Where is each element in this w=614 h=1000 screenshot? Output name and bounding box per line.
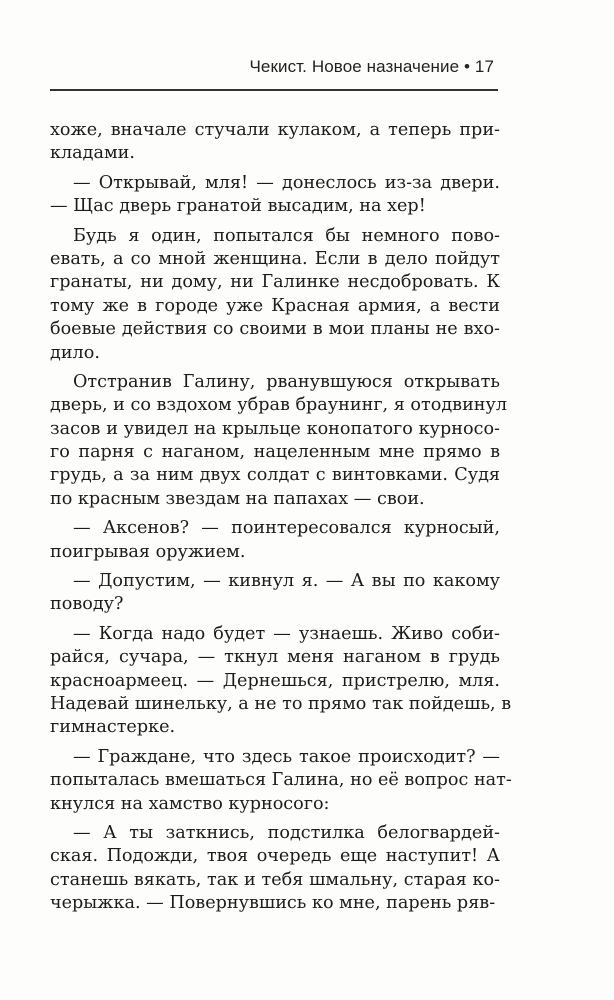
header-rule <box>50 89 498 91</box>
text-line: — Допустим, — кивнул я. — А вы по какому <box>73 571 500 592</box>
text-line: ская. Подожди, твоя очередь еще наступит! А <box>50 846 500 867</box>
paragraph <box>50 570 500 617</box>
body-text <box>50 119 512 922</box>
text-line: черыжка. — Повернувшись ко мне, парень ряв- <box>50 893 496 914</box>
text-line: по красным звездам на папахах — свои. <box>50 488 425 509</box>
text-line: — Открывай, мля! — донеслось из-за двери. <box>73 172 500 193</box>
text-line: хоже, вначале стучали кулаком, а теперь при- <box>50 120 500 140</box>
text-line: боевые действия со своими в мои планы не вхо- <box>50 319 500 340</box>
text-line: — Аксенов? — поинтересовался курносый, <box>73 518 500 539</box>
text-line: гимнастерке. <box>50 717 176 738</box>
running-header: Чекист. Новое назначение • 17 <box>249 57 494 76</box>
text-line: кнулся на хамство курносого: <box>50 793 330 814</box>
text-line: дверь, и со вздохом убрав браунинг, я отодвинул <box>50 395 508 416</box>
text-line: засов и увидел на крыльце конопатого курносо- <box>50 418 500 439</box>
text-line: — Щас дверь гранатой высадим, на хер! <box>50 196 426 217</box>
paragraph <box>50 822 500 916</box>
text-line: станешь вякать, так и тебя шмальну, старая ко- <box>50 869 500 890</box>
text-line: го парня с наганом, нацеленным мне прямо в <box>50 442 500 463</box>
text-line: тому же в городе уже Красная армия, а вести <box>50 295 500 316</box>
text-line: грудь, а за ним двух солдат с винтовками. Судя <box>50 465 500 486</box>
text-line: кладами. <box>50 143 135 164</box>
text-line: поводу? <box>50 594 124 615</box>
text-line: Будь я один, попытался бы немного пово- <box>73 225 500 246</box>
paragraph <box>50 623 512 740</box>
paragraph <box>50 225 500 365</box>
paragraph <box>50 746 512 816</box>
paragraph <box>50 371 508 511</box>
text-line: — Когда надо будет — узнаешь. Живо соби- <box>73 623 500 644</box>
text-line: Надевай шинельку, а не то прямо так пойдешь, в <box>50 693 512 714</box>
paragraph <box>50 119 500 166</box>
text-line: красноармеец. — Дернешься, пристрелю, мля. <box>50 670 500 691</box>
text-line: — Граждане, что здесь такое происходит? — <box>73 746 500 767</box>
text-line: поигрывая оружием. <box>50 541 246 562</box>
text-line: попыталась вмешаться Галина, но её вопрос нат- <box>50 770 512 791</box>
paragraph <box>50 172 500 219</box>
text-line: дило. <box>50 342 100 363</box>
text-line: — А ты заткнись, подстилка белогвардей- <box>73 822 500 843</box>
text-line: Отстранив Галину, рванувшуюся открывать <box>73 371 500 392</box>
text-line: евать, а со мной женщина. Если в дело пойдут <box>50 248 500 269</box>
text-line: райся, сучара, — ткнул меня наганом в грудь <box>50 647 500 668</box>
text-line: гранаты, ни дому, ни Галинке несдобровать. К <box>50 272 500 293</box>
paragraph <box>50 517 500 564</box>
